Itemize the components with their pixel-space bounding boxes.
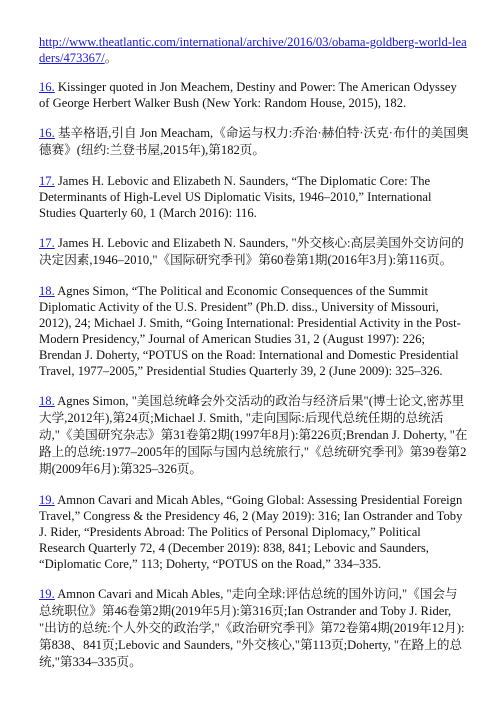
footnote-ref-link[interactable]: 16. <box>39 126 55 140</box>
footnote-19-en <box>39 492 469 572</box>
footnote-text: James H. Lebovic and Elizabeth N. Saunders, "外交核心:高层美国外交访问的决定因素,1946–2010,"《国际研究季刊》第60卷第1期(2016年3月):第116页。 <box>39 236 464 267</box>
footnote-ref-link[interactable]: 18. <box>39 394 55 408</box>
footnote-ref-link[interactable]: 17. <box>39 174 55 188</box>
footnote-ref-link[interactable]: 19. <box>39 587 55 601</box>
footnotes-page <box>39 34 469 685</box>
footnote-text: Amnon Cavari and Micah Ables, “Going Global: Assessing Presidential Foreign Travel,” Congress & the Presidency 46, 2 (May 2019): 316; Ian Ostrander and Toby J. Rider, “Presidents Abroad: The Politics of Personal Diplomacy,” Political Research Quarterly 72, 4 (December 2019): 838, 841; Lebovic and Saunders, “Diplomatic Core,” 113; Doherty, “POTUS on the Road,” 334–335. <box>39 493 463 571</box>
footnote-18-en <box>39 283 469 379</box>
footnote-18-zh <box>39 393 469 478</box>
footnote-text: James H. Lebovic and Elizabeth N. Saunders, “The Diplomatic Core: The Determinants of High-Level US Diplomatic Visits, 1946–2010,” International Studies Quarterly 60, 1 (March 2016): 116. <box>39 174 432 220</box>
atlantic-article-link[interactable]: http://www.theatlantic.com/international/archive/2016/03/obama-goldberg-world-leaders/473367/ <box>39 35 467 65</box>
footnote-ref-link[interactable]: 16. <box>39 80 55 94</box>
footnote-ref-link[interactable]: 17. <box>39 236 55 250</box>
footnote-text: 基辛格语,引自 Jon Meacham,《命运与权力:乔治·赫伯特·沃克·布什的美国奥德赛》(纽约:兰登书屋,2015年),第182页。 <box>39 126 469 157</box>
footnote-text: Agnes Simon, "美国总统峰会外交活动的政治与经济后果"(博士论文,密苏里大学,2012年),第24页;Michael J. Smith, "走向国际:后现代总统任期的总统活动,"《美国研究杂志》第31卷第2期(1997年8月):第226页;Brendan J. Doherty, "在路上的总统:1977–2005年的国际与国内总统旅行,"《总统研究季刊》第39卷第2期(2009年6月):第325–326页。 <box>39 394 468 476</box>
footnote-16-en <box>39 79 469 111</box>
footnote-16-zh <box>39 125 469 159</box>
footnote-text: Kissinger quoted in Jon Meachem, Destiny and Power: The American Odyssey of George Herbert Walker Bush (New York: Random House, 2015), 182. <box>39 80 457 110</box>
footnote-17-en <box>39 173 469 221</box>
footnote-ref-link[interactable]: 18. <box>39 284 55 298</box>
footnote-ref-link[interactable]: 19. <box>39 493 55 507</box>
footnote-17-zh <box>39 235 469 269</box>
footnote-url-continuation <box>39 34 469 66</box>
footnote-text: Agnes Simon, “The Political and Economic Consequences of the Summit Diplomatic Activity of the U.S. President” (Ph.D. diss., University of Missouri, 2012), 24; Michael J. Smith, “Going International: Presidential Activity in the Post-Modern Presidency,” Journal of American Studies 31, 2 (August 1997): 226; Brendan J. Doherty, “POTUS on the Road: International and Domestic Presidential Travel, 1977–2005,” Presidential Studies Quarterly 39, 2 (June 2009): 325–326. <box>39 284 461 378</box>
footnote-text: Amnon Cavari and Micah Ables, "走向全球:评估总统的国外访问,"《国会与总统职位》第46卷第2期(2019年5月):第316页;Ian Ostrander and Toby J. Rider, "出访的总统:个人外交的政治学,"《政治研究季刊》第72卷第4期(2019年12月):第838、841页;Lebovic and Saunders, "外交核心,"第113页;Doherty, "在路上的总统,"第334–335页。 <box>39 587 465 669</box>
footnote-19-zh <box>39 586 469 671</box>
footnote-text: 。 <box>104 51 118 65</box>
